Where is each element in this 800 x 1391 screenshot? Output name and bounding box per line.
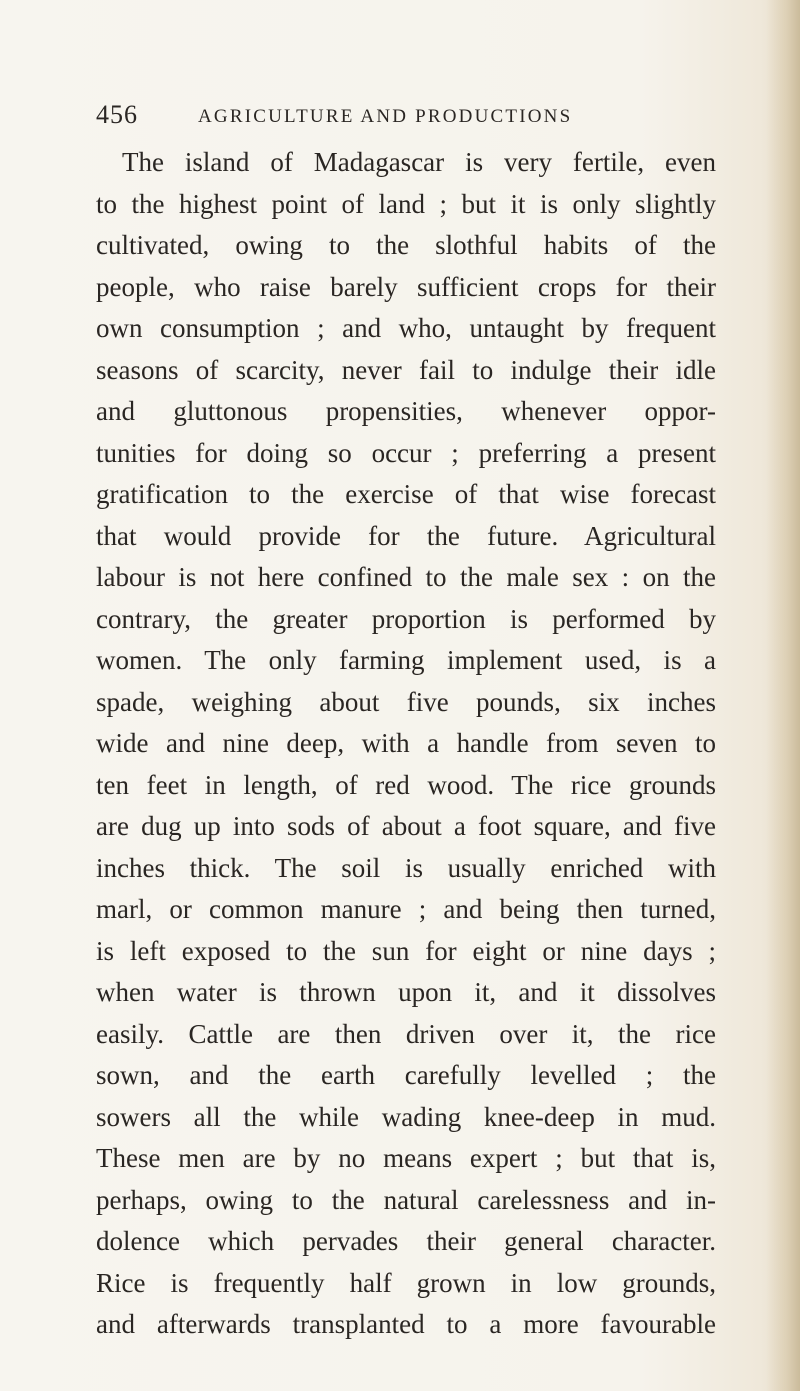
text-line: cultivated, owing to the slothful habits of the	[96, 230, 716, 260]
page-number: 456	[96, 100, 138, 129]
text-line: The island of Madagascar is very fertile, even	[122, 147, 716, 177]
running-head: AGRICULTURE AND PRODUCTIONS	[198, 106, 573, 127]
page-edge-shadow	[766, 0, 800, 1391]
text-line: wide and nine deep, with a handle from seven to	[96, 728, 716, 758]
text-line: dolence which pervades their general character.	[96, 1226, 716, 1256]
text-line: is left exposed to the sun for eight or nine days ;	[96, 935, 716, 966]
text-line: to the highest point of land ; but it is only slightly	[96, 188, 716, 219]
text-line: contrary, the greater proportion is performed by	[96, 603, 716, 634]
body-paragraph	[96, 142, 716, 1346]
text-line: inches thick. The soil is usually enriched with	[96, 852, 716, 883]
text-line: sowers all the while wading knee-deep in mud.	[96, 1101, 716, 1132]
text-line: sown, and the earth carefully levelled ; the	[96, 1060, 716, 1090]
text-line: These men are by no means expert ; but that is,	[96, 1143, 716, 1173]
text-line: seasons of scarcity, never fail to indulge their idle	[96, 354, 716, 385]
page-header	[96, 100, 716, 136]
text-line: when water is thrown upon it, and it dissolves	[96, 977, 716, 1007]
text-line: perhaps, owing to the natural carelessness and in-	[96, 1184, 716, 1215]
text-line: labour is not here confined to the male sex : on the	[96, 562, 716, 592]
text-line: and afterwards transplanted to a more favourable	[96, 1309, 716, 1339]
text-line: gratification to the exercise of that wise forecast	[96, 479, 716, 509]
text-line: and gluttonous propensities, whenever oppor-	[96, 396, 716, 426]
text-line: ten feet in length, of red wood. The rice grounds	[96, 769, 716, 800]
text-line: that would provide for the future. Agricultural	[96, 520, 716, 551]
text-line: spade, weighing about five pounds, six inches	[96, 686, 716, 717]
text-line: easily. Cattle are then driven over it, the rice	[96, 1018, 716, 1049]
text-line: Rice is frequently half grown in low grounds,	[96, 1267, 716, 1298]
text-line: people, who raise barely sufficient crops for their	[96, 271, 716, 302]
text-line: marl, or common manure ; and being then turned,	[96, 894, 716, 924]
text-line: are dug up into sods of about a foot square, and five	[96, 811, 716, 841]
text-line: women. The only farming implement used, is a	[96, 645, 716, 675]
text-line: tunities for doing so occur ; preferring a present	[96, 437, 716, 468]
text-line: own consumption ; and who, untaught by frequent	[96, 313, 716, 343]
